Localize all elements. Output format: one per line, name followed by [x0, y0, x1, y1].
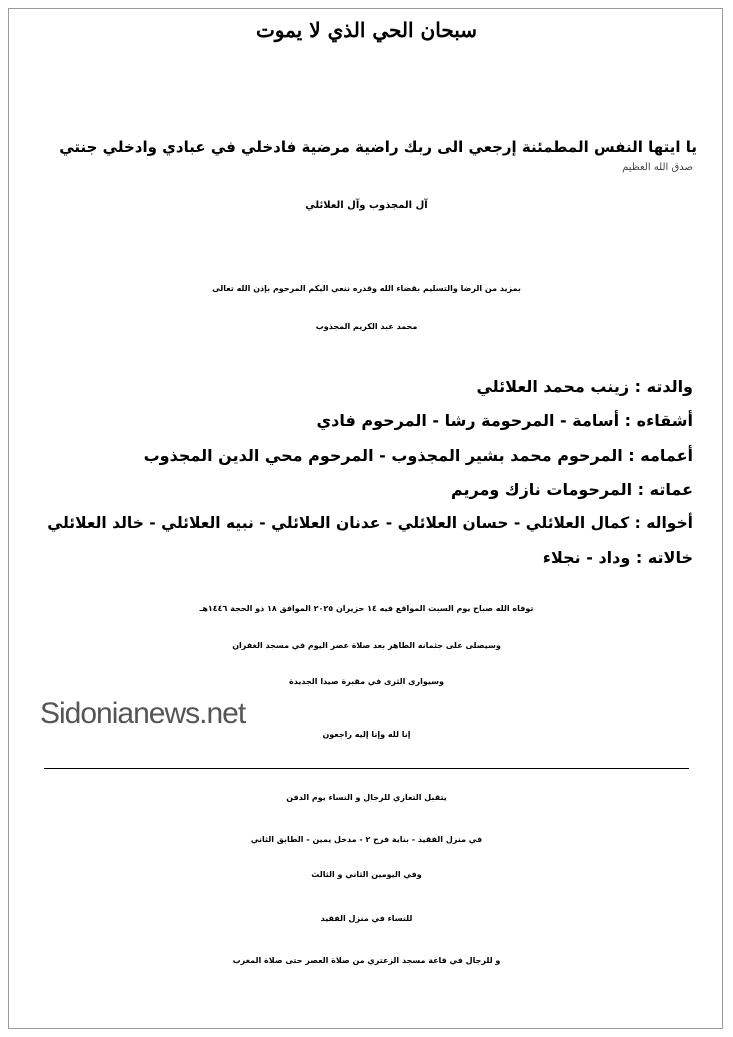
- prayer-line: وسيصلى على جثمانه الطاهر بعد صلاة عصر اليوم في مسجد الغفران: [232, 641, 501, 650]
- relative-line-paternal-uncles: أعمامه : المرحوم محمد بشير المجذوب - المرحوم محي الدين المجذوب: [143, 446, 693, 465]
- relative-line-maternal-aunts: خالاته : وداد - نجلاء: [542, 548, 693, 567]
- relative-line-siblings: أشقاءه : أسامة - المرحومة رشا - المرحوم فادي: [316, 411, 693, 430]
- condolences-women: للنساء في منزل الفقيد: [320, 914, 413, 923]
- families-title: آل المجذوب وآل العلائلي: [305, 200, 428, 211]
- condolences-men: و للرجال في قاعة مسجد الزعتري من صلاة العصر حتى صلاة المغرب: [232, 956, 501, 965]
- relative-line-maternal-uncles: أخواله : كمال العلائلي - حسان العلائلي - عدنان العلائلي - نبيه العلائلي - خالد العلائلي: [47, 514, 693, 532]
- condolences-heading: يتقبل التعازي للرجال و النساء يوم الدفن: [286, 793, 447, 802]
- verse-source: صدق الله العظيم: [622, 162, 693, 173]
- burial-line: وسيوارى الثرى في مقبرة صيدا الجديدة: [289, 677, 444, 686]
- intro-text: بمزيد من الرضا والتسليم بقضاء الله وقدره ننعي اليكم المرحوم بإذن الله تعالى: [212, 284, 521, 293]
- relative-line-paternal-aunts: عماته : المرحومات نازك ومريم: [450, 480, 693, 499]
- header-calligraphy: سبحان الحي الذي لا يموت: [255, 18, 478, 42]
- divider: [44, 768, 689, 769]
- deceased-name: محمد عبد الكريم المجذوب: [315, 322, 418, 331]
- watermark: Sidonianews.net: [40, 697, 246, 730]
- quran-verse: يا ايتها النفس المطمئنة إرجعي الى ربك راضية مرضية فادخلي في عبادي وادخلي جنتي: [59, 138, 697, 156]
- condolences-address: في منزل الفقيد - بناية فرح ٢ - مدخل يمين - الطابق الثاني: [250, 835, 483, 844]
- death-date-line: توفاه الله صباح يوم السبت المواقع فيه ١٤ حزيران ٢٠٢٥ الموافق ١٨ ذو الحجة ١٤٤٦هـ: [199, 604, 534, 613]
- final-phrase: إنا لله وإنا إليه راجعون: [322, 730, 411, 739]
- condolences-days: وفي اليومين الثاني و الثالث: [311, 870, 422, 879]
- relative-line-mother: والدته : زينب محمد العلائلي: [476, 377, 693, 396]
